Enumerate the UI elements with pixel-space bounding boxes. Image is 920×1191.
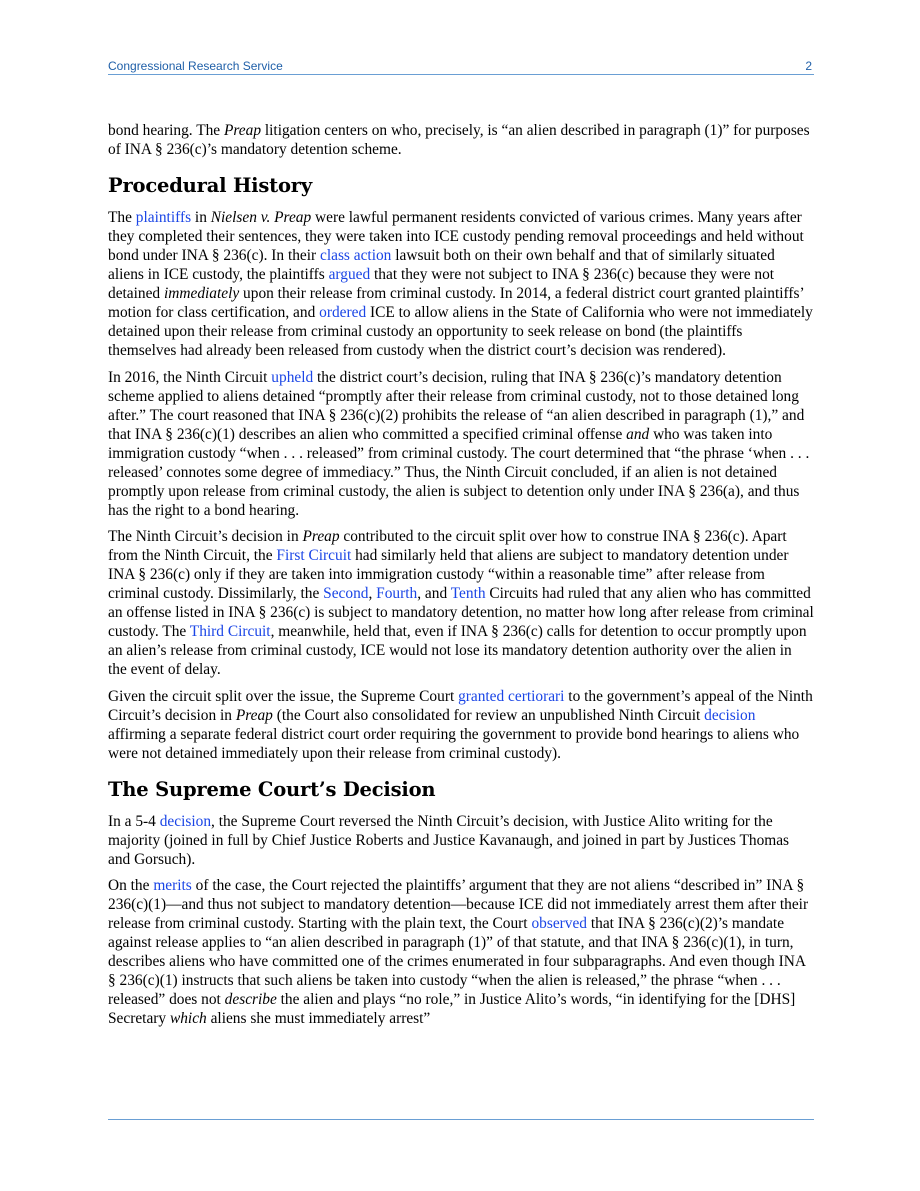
text-run: In 2016, the Ninth Circuit — [108, 368, 272, 386]
text-run: In a 5-4 — [108, 812, 160, 830]
italic-text: and — [626, 425, 650, 443]
text-run: Circuits had ruled that any alien who has committed an offense listed in INA § 236(c) is subject to mandatory detention, no matter how long after release from criminal custody. The — [108, 585, 814, 640]
text-run: the district court’s decision, ruling that INA § 236(c)’s mandatory detention scheme applied to aliens detained “promptly after their release from criminal custody, not to those detained long after.” The court reasoned that INA § 236(c)(2) prohibits the release of “an alien described in paragraph (1),” and that INA § 236(c)(1) describes an alien who committed a specified criminal offense — [108, 368, 805, 443]
page-header — [108, 58, 814, 74]
header-org-name: Congressional Research Service — [108, 59, 283, 73]
decision-paragraph-2 — [108, 876, 814, 1028]
italic-text: Nielsen v. Preap — [210, 209, 312, 226]
link-ordered[interactable]: ordered — [319, 304, 367, 321]
text-run: aliens she must immediately arrest” — [206, 1010, 431, 1027]
text-run: lawsuit both on their own behalf and that of similarly situated aliens in ICE custody, the plaintiffs — [108, 247, 775, 283]
link-argued[interactable]: argued — [328, 266, 371, 283]
text-run: , and — [417, 585, 451, 602]
procedural-paragraph-3 — [108, 527, 814, 679]
footer-rule — [108, 1119, 814, 1120]
text-run: that INA § 236(c)(2)’s mandate against release applies to “an alien described in paragraph (1)” of that statute, and that INA § 236(c)(1), in turn, describes aliens who have committed one of the crimes enumerated in four subparagraphs. And even though INA § 236(c)(1) instructs that such aliens be taken into custody “when the alien is released,” the phrase “when . . . released” does not — [108, 915, 806, 1008]
text-run: to the government’s appeal of the Ninth Circuit’s decision in — [108, 687, 813, 724]
procedural-paragraph-1 — [108, 208, 814, 360]
link-decision[interactable]: decision — [704, 706, 756, 724]
text-run: the alien and plays “no role,” in Justice Alito’s words, “in identifying for the [DHS] Secretary — [108, 991, 796, 1027]
text-run: had similarly held that aliens are subject to mandatory detention under INA § 236(c) only if they are taken into immigration custody “within a reasonable time” after release from criminal custody. Dissimilarly, the — [108, 547, 789, 602]
text-run: were lawful permanent residents convicted of various crimes. Many years after they completed their sentences, they were taken into ICE custody pending removal proceedings and held without bond under INA § 236(c). In their — [108, 209, 804, 264]
decision-paragraph-1 — [108, 812, 814, 869]
text-run: , meanwhile, held that, even if INA § 236(c) calls for detention to occur promptly upon an alien’s release from criminal custody, ICE would not lose its mandatory detention authority over the alien in the event of delay. — [108, 623, 807, 678]
text-run: The — [108, 209, 136, 226]
text-run: bond hearing. The — [108, 122, 224, 139]
link-third-circuit[interactable]: Third Circuit — [189, 623, 271, 640]
link-observed[interactable]: observed — [531, 915, 587, 932]
italic-text: Preap — [235, 706, 273, 724]
heading-supreme-court-decision: The Supreme Court’s Decision — [108, 777, 436, 801]
procedural-paragraph-4 — [108, 687, 814, 763]
link-fourth[interactable]: Fourth — [376, 585, 418, 602]
text-run: who was taken into immigration custody “when . . . released” from criminal custody. The court determined that “the phrase ‘when . . . released’ connotes some degree of immediacy.” Thus, the Ninth Circuit concluded, if an alien is not detained promptly upon release from criminal custody, the alien is subject to detention only under INA § 236(a), and thus has the right to a bond hearing. — [108, 425, 810, 519]
text-run: of the case, the Court rejected the plaintiffs’ argument that they are not aliens “described in” INA § 236(c)(1)—and thus not subject to mandatory detention—because ICE did not immediately arrest them after their release from criminal custody. Starting with the plain text, the Court — [108, 877, 809, 932]
link-merits[interactable]: merits — [153, 877, 192, 894]
heading-procedural-history: Procedural History — [108, 174, 312, 197]
text-run: contributed to the circuit split over how to construe INA § 236(c). Apart from the Ninth Circuit, the — [108, 528, 787, 564]
text-run: , the Supreme Court reversed the Ninth Circuit’s decision, with Justice Alito writing for the majority (joined in full by Chief Justice Roberts and Justice Kavanaugh, and joined in part by Justices Thomas and Gorsuch). — [108, 812, 790, 868]
text-run: ICE to allow aliens in the State of California who were not immediately detained upon their release from criminal custody an opportunity to seek release on bond (the plaintiffs themselves had already been released from custody when the district court’s decision was rendered). — [108, 304, 813, 359]
italic-text: Preap — [302, 528, 340, 545]
italic-text: Preap — [223, 122, 262, 139]
italic-text: describe — [224, 991, 277, 1008]
text-run: On the — [108, 877, 154, 894]
text-run: (the Court also consolidated for review an unpublished Ninth Circuit — [272, 706, 705, 724]
text-run: Given the circuit split over the issue, the Supreme Court — [108, 687, 459, 705]
text-run: The Ninth Circuit’s decision in — [108, 528, 303, 545]
intro-paragraph — [108, 121, 814, 159]
link-tenth[interactable]: Tenth — [450, 585, 486, 602]
text-run: upon their release from criminal custody. In 2014, a federal district court granted plaintiffs’ motion for class certification, and — [108, 285, 804, 321]
link-plaintiffs[interactable]: plaintiffs — [135, 209, 192, 226]
procedural-paragraph-2 — [108, 368, 814, 520]
link-upheld[interactable]: upheld — [271, 368, 314, 386]
italic-text: which — [169, 1010, 207, 1027]
text-run: litigation centers on who, precisely, is “an alien described in paragraph (1)” for purposes of INA § 236(c)’s mandatory detention scheme. — [108, 122, 810, 158]
italic-text: immediately — [163, 285, 240, 302]
link-first-circuit[interactable]: First Circuit — [276, 547, 352, 564]
text-run: affirming a separate federal district court order requiring the government to provide bond hearings to aliens who were not detained immediately upon their release from criminal custody). — [108, 725, 800, 762]
header-page-number: 2 — [805, 59, 812, 73]
text-run: in — [191, 209, 211, 226]
link-5-4-decision[interactable]: decision — [159, 812, 212, 830]
link-class-action[interactable]: class action — [320, 247, 392, 264]
text-run: that they were not subject to INA § 236(c) because they were not detained — [108, 266, 775, 302]
link-second[interactable]: Second — [323, 585, 369, 602]
link-granted-certiorari[interactable]: granted certiorari — [458, 687, 565, 705]
header-rule — [108, 74, 814, 75]
document-body — [108, 121, 814, 1036]
text-run: , — [368, 585, 377, 602]
